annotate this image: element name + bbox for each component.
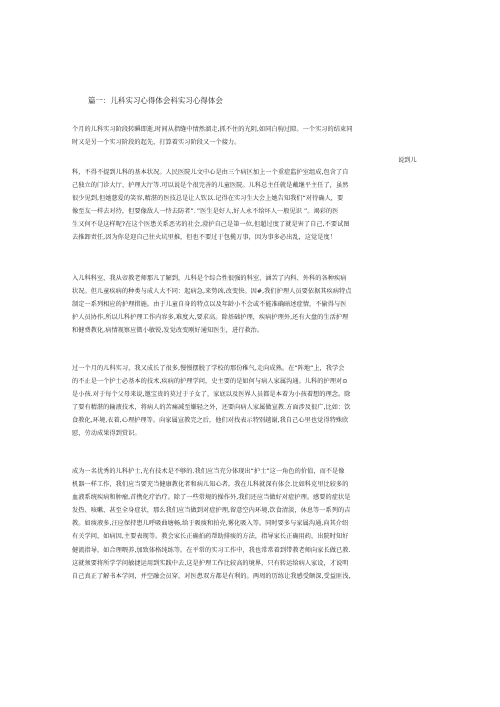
paragraph-line: 状况。但儿童疾病的种类与成人大不同：起病急,来势凶,改变快。因#,我们护理人员要依据其疾病特点 bbox=[72, 288, 352, 296]
paragraph-line: 制定一系列相应的护理措施。由于儿童自身的特点以及年龄小不会或不能准确暗述症情，不偷得与医 bbox=[72, 301, 347, 309]
paragraph-line: 成为一名优秀的儿科护士,光有技术是不够的.我们应当充分体现出“护士”这一角色的价值，而不是像 bbox=[72, 468, 345, 475]
paragraph-line: 发热、咳嗽、甚至全身症状，那么我们应当做到对症护理,留意空内环境,饮食清淡，休息等一系列的吉 bbox=[72, 507, 351, 515]
paragraph-line: 生又何不是这样呢?在这个医患关系恶劣的社会,澄护自己是第一位,但超过度了就是害了自己,不要试图 bbox=[72, 221, 350, 229]
paragraph-line: 的不止是一个护士必基本的技术,疾病的护理学问，史主要的是如何与病人家属沟通。儿科的护理对⊙ bbox=[72, 378, 348, 386]
paragraph-line: 己独立的门诊大厅、护理大厅等.可以说是个很完善的儿童医院。儿科总主任就是戴继平主任了，虽然 bbox=[72, 182, 349, 190]
paragraph-line: 慰，劳动成果得到赏识。 bbox=[72, 430, 141, 438]
paragraph-line: 过一个月的儿科实习，我又成长了很多,慢慢摆脱了学校的那份稚气,走向成熟。在“阵地“上，我学会 bbox=[72, 365, 345, 372]
paragraph-line: 时又是另一个实习阶段的起先，打算着实习阶段又一个接力。 bbox=[72, 139, 241, 147]
paragraph-line: 入儿科科室，我从帝教老师那儿了解到，儿科是个综合性很强的科室，涵苦了内科、外科的各种疾病 bbox=[72, 275, 347, 282]
paragraph-line: 食教化,环境,衣着,心理护理等。向家属宣教完之后，他们对找表示特别越谢,我自己心里也觉得特殊欣 bbox=[72, 417, 349, 425]
paragraph-line: 去推卸责任,因为你是迎自己往火坑里推，但也不要过于包揽万事，因为事多必出乱，这觉是度！ bbox=[72, 234, 336, 242]
paragraph-5 bbox=[72, 465, 428, 583]
paragraph-line: 个月的儿科实习阶段转瞬即逝,时间从指缝中情然溜走,抓不住的光阴,如同白驹过隙。一个实习的结束同 bbox=[72, 126, 353, 133]
paragraph-line: 护人员协作,所以儿科护理工作内容多,难度大,要求高。除基础护理，疾病护理外,还有大盘的生活护理 bbox=[72, 314, 349, 322]
paragraph-line: 了要有精湛的输液技术，将病人的苦痛减至嫌轻之外，还要向病人家属做宣教.方面涉及很广,比如：饮 bbox=[72, 404, 351, 412]
paragraph-1 bbox=[72, 123, 428, 149]
paragraph-3 bbox=[72, 272, 428, 337]
paragraph-line: 这就须要将所学学问敏捷运用到实践中去,这是护理工作比较高的境界，只有转运给病人家设，才说明 bbox=[72, 559, 349, 567]
paragraph-line: 健流指导，如合理喂养,加致体格纯练等。在平常的实习工作中，我也常常着到带教老师向家长做已教. bbox=[72, 546, 351, 554]
paragraph-line: 科，不得不提到儿科的基本状况。人民医院儿文中心是由三个病区加上一个重症监护室组成,包含了自 bbox=[72, 169, 349, 176]
paragraph-line: 是小孩.对于每个父母来说,邀宝贵的莫过于子女了，家底以及医界人员都是本着为小孩着想的理念。除 bbox=[72, 391, 351, 399]
paragraph-lead-text: 说到儿 bbox=[398, 157, 417, 164]
paragraph-line: 血液系统疾病和肿瘤,首携化疗治疗。除了一些常规的操作外,我们还应当做好对症护理。感要的症状是 bbox=[72, 494, 351, 502]
paragraph-2 bbox=[72, 166, 428, 245]
document-title: 篇一：儿科实习心得体会科实习心得体会 bbox=[88, 96, 223, 105]
paragraph-line: 自己真正了解书本学问，并空融会员穿，对医患双方都是有利的。两周的历练让我感受颇深,受益匪浅, bbox=[72, 572, 351, 580]
paragraph-line: 和健费教化,病情视察应微小敏锐,发觉改变刚好通知医生，进行救治。 bbox=[72, 327, 264, 335]
paragraph-line: 很少见到,但她慈爱的笑容,精湛的医技总是让人钦以.记得在实习生大会上她告知我们“对待确人，要 bbox=[72, 195, 344, 203]
paragraph-4 bbox=[72, 362, 428, 441]
paragraph-line: 教。如痰液多,汪应保持患儿呼吸曲塘畅,给于吸痰和拍壳,雾化吸入等。同时要多与家属沟通,向其介绍 bbox=[72, 520, 349, 528]
paragraph-line: 机器一样工作，我们应当要充当健康教化者和病儿知心者。我在儿科就深有体会.比如科克里比较多的 bbox=[72, 481, 349, 489]
paragraph-line: 有关学问，如病因,主要表现等。教会家长正确拍药帮助排痰的方法，指导家长正确用药，出院时知好 bbox=[72, 533, 349, 541]
paragraph-line: 像至友一样去对待，但要像敌人一恃去防者”．”医生是好人,好人永不给坏人一般见识 ”。竭彩的医 bbox=[72, 208, 339, 216]
